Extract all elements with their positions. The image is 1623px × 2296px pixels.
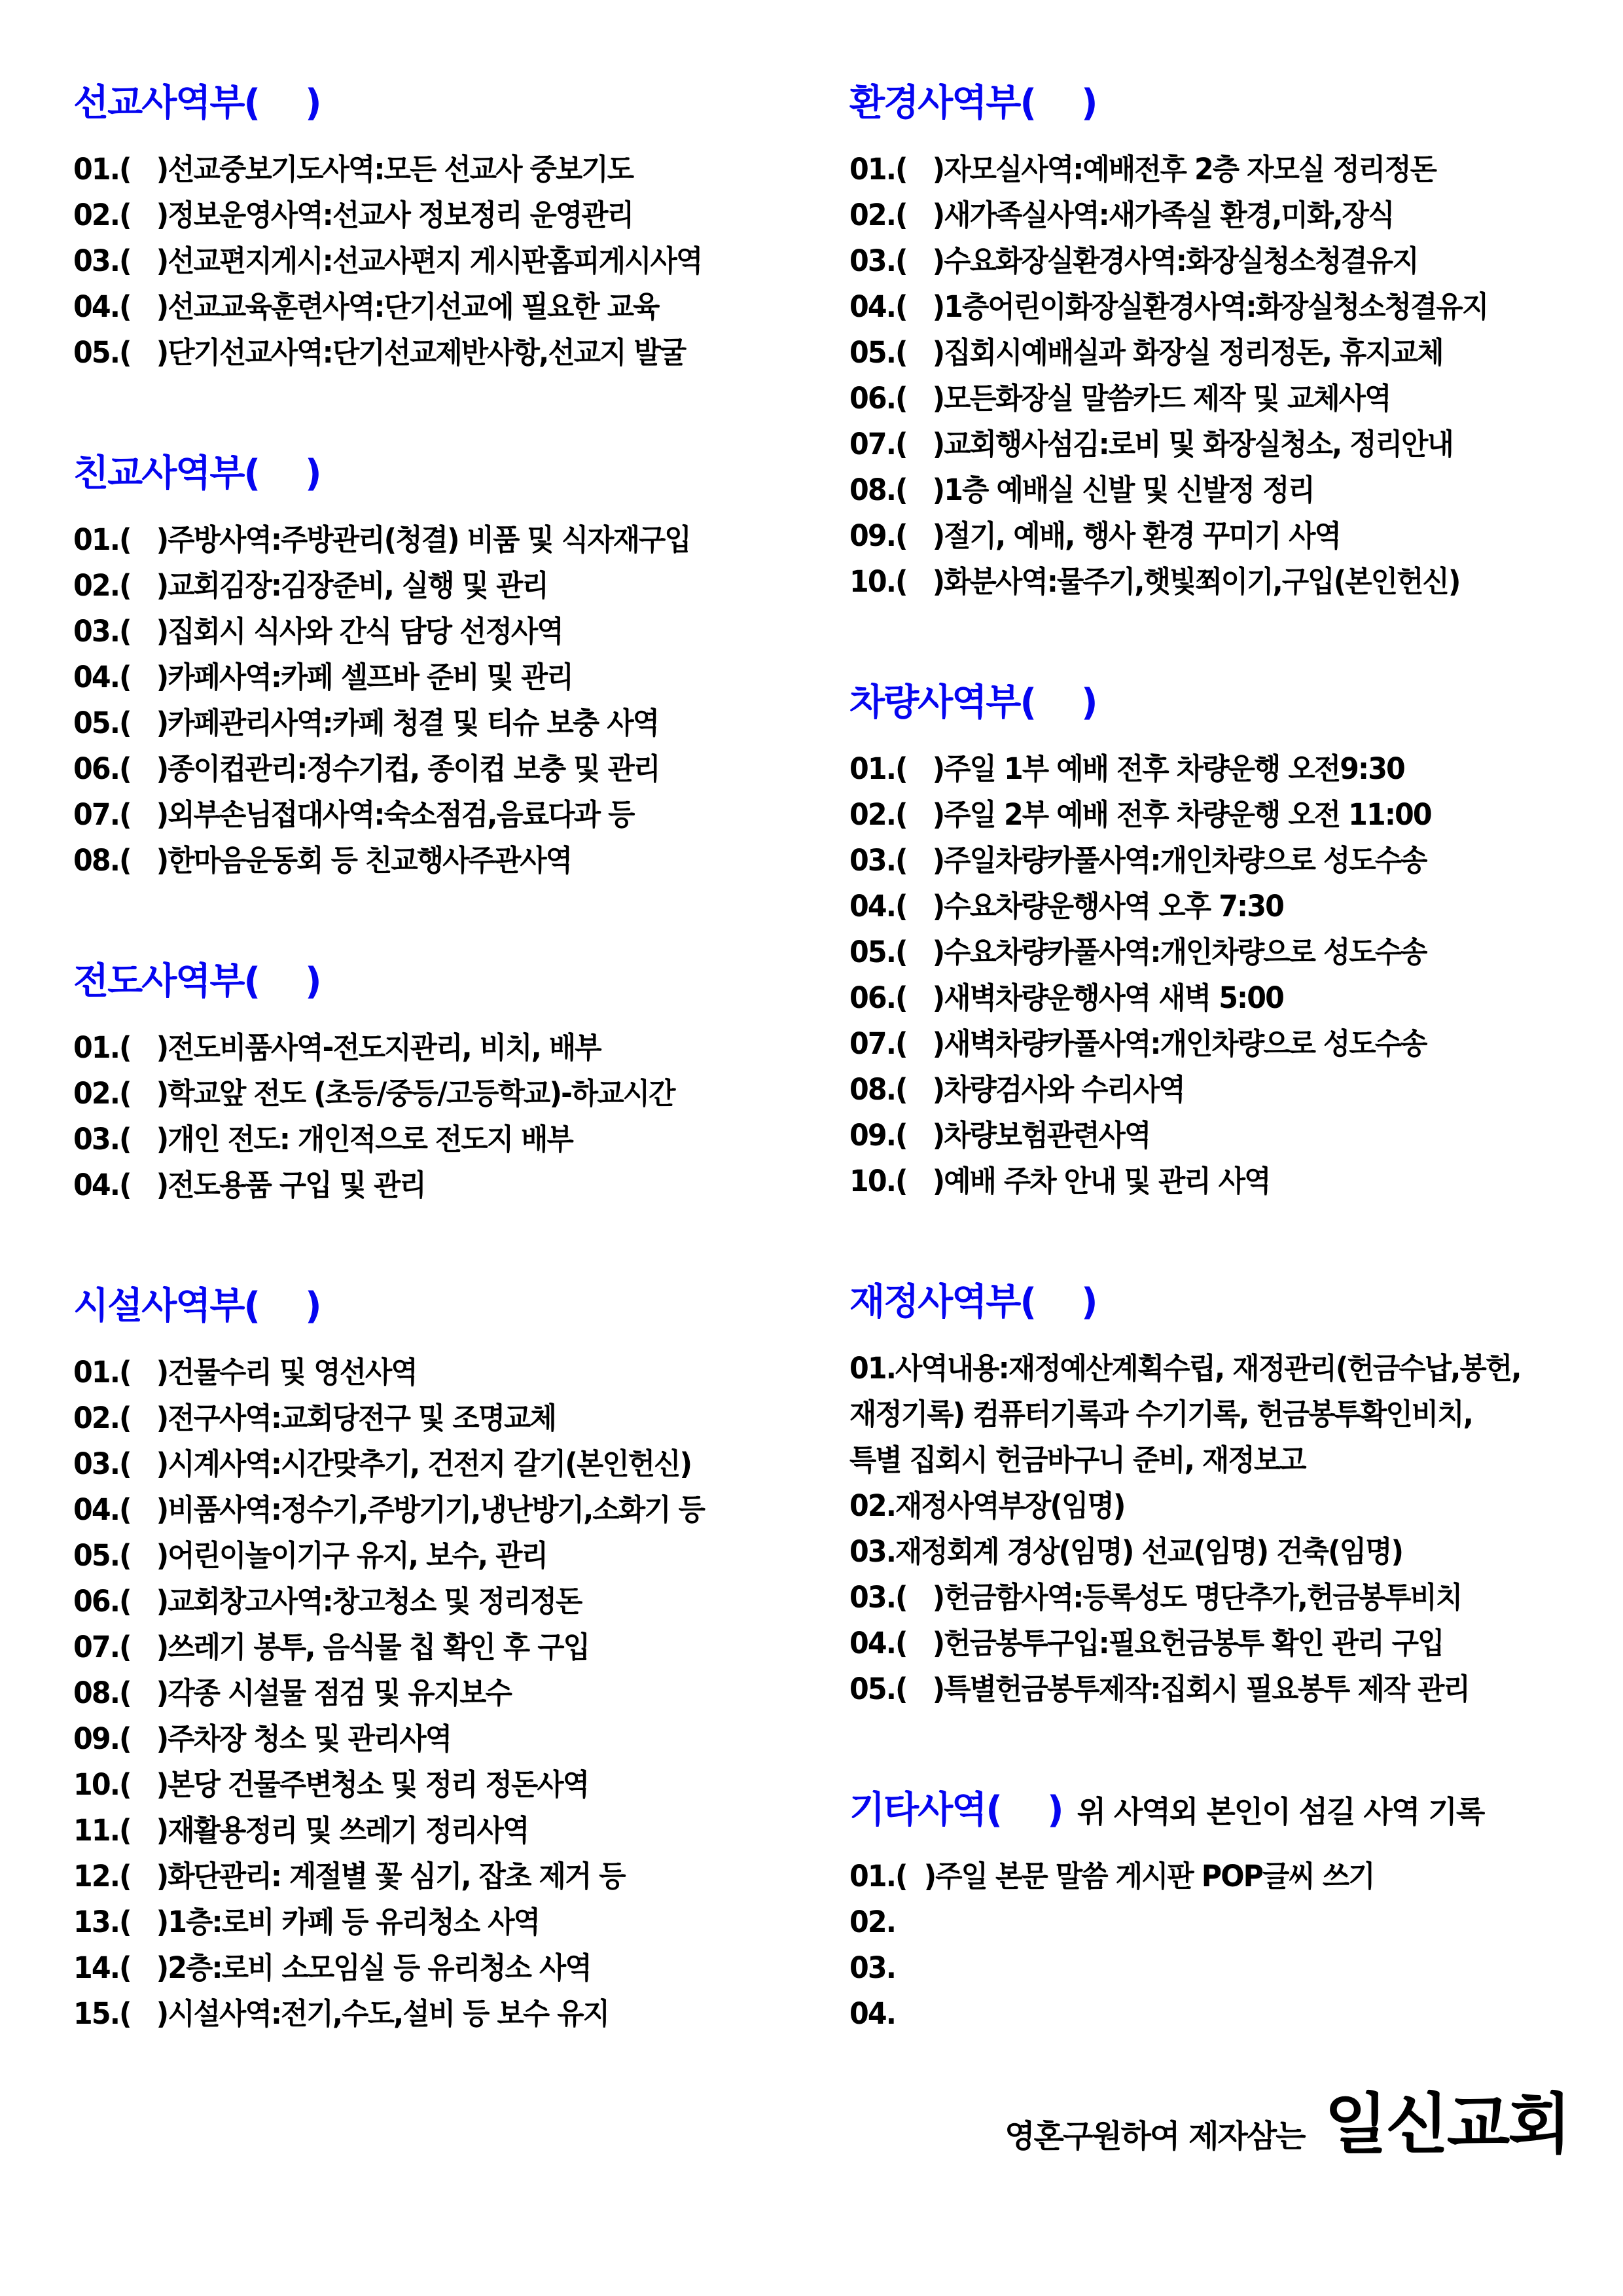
list-item: 02.( )전구사역:교회당전구 및 조명교체 bbox=[73, 1401, 556, 1435]
section-title-evangelism: 전도사역부( ) bbox=[73, 960, 321, 1003]
list-item: 08.( )각종 시설물 점검 및 유지보수 bbox=[73, 1676, 511, 1710]
footer bbox=[1005, 2072, 1569, 2166]
list-item: 04.( )헌금봉투구입:필요헌금봉투 확인 관리 구입 bbox=[849, 1626, 1444, 1660]
list-item: 08.( )한마음운동회 등 친교행사주관사역 bbox=[73, 843, 572, 878]
list-item: 04.( )전도용품 구입 및 관리 bbox=[73, 1168, 425, 1202]
list-item: 09.( )차량보험관련사역 bbox=[849, 1118, 1150, 1153]
list-item: 05.( )특별헌금봉투제작:집회시 필요봉투 제작 관리 bbox=[849, 1672, 1469, 1706]
list-item: 07.( )교회행사섬김:로비 및 화장실청소, 정리안내 bbox=[849, 427, 1453, 461]
list-item: 01.( )주일 1부 예배 전후 차량운행 오전9:30 bbox=[849, 751, 1404, 786]
list-item: 04.( )비품사역:정수기,주방기기,냉난방기,소화기 등 bbox=[73, 1492, 704, 1527]
list-item: 02.( )주일 2부 예배 전후 차량운행 오전 11:00 bbox=[849, 797, 1431, 832]
list-item: 06.( )종이컵관리:정수기컵, 종이컵 보충 및 관리 bbox=[73, 751, 660, 786]
list-item: 03.재정회계 경상(임명) 선교(임명) 건축(임명) bbox=[849, 1534, 1403, 1569]
church-name: 일신교회 bbox=[1324, 2086, 1569, 2162]
section-finance bbox=[849, 1276, 1582, 1712]
list-item: 03.( )개인 전도: 개인적으로 전도지 배부 bbox=[73, 1122, 573, 1157]
list-item: 09.( )절기, 예배, 행사 환경 꾸미기 사역 bbox=[849, 518, 1341, 553]
list-item: 04. bbox=[849, 1996, 896, 2031]
list-item: 06.( )교회창고사역:창고청소 및 정리정돈 bbox=[73, 1584, 582, 1619]
list-item: 10.( )예배 주차 안내 및 관리 사역 bbox=[849, 1164, 1270, 1198]
list-item: 02.재정사역부장(임명) bbox=[849, 1488, 1125, 1523]
list-item: 03.( )시계사역:시간맞추기, 건전지 갈기(본인헌신) bbox=[73, 1446, 692, 1481]
list-item: 03.( )집회시 식사와 간식 담당 선정사역 bbox=[73, 614, 563, 649]
list-item: 01.사역내용:재정예산계획수립, 재정관리(헌금수납,봉헌, bbox=[849, 1351, 1521, 1386]
list-item: 14.( )2층:로비 소모임실 등 유리청소 사역 bbox=[73, 1950, 591, 1985]
section-title-etc: 기타사역( ) bbox=[849, 1789, 1063, 1831]
list-item: 04.( )1층어린이화장실환경사역:화장실청소청결유지 bbox=[849, 289, 1488, 324]
section-evangelism bbox=[73, 956, 803, 1208]
list-item: 13.( )1층:로비 카페 등 유리청소 사역 bbox=[73, 1905, 539, 1939]
list-item: 09.( )주차장 청소 및 관리사역 bbox=[73, 1721, 452, 1756]
section-fellowship bbox=[73, 448, 803, 884]
list-item: 02.( )교회김장:김장준비, 실행 및 관리 bbox=[73, 568, 548, 603]
list-item: 01.( )건물수리 및 영선사역 bbox=[73, 1355, 417, 1390]
list-item: 01.( )선교중보기도사역:모든 선교사 중보기도 bbox=[73, 152, 633, 187]
list-item: 04.( )수요차량운행사역 오후 7:30 bbox=[849, 889, 1283, 924]
list-item: 02. bbox=[849, 1905, 896, 1939]
list-item: 08.( )차량검사와 수리사역 bbox=[849, 1072, 1185, 1107]
list-item: 07.( )쓰레기 봉투, 음식물 칩 확인 후 구입 bbox=[73, 1630, 590, 1664]
list-item: 특별 집회시 헌금바구니 준비, 재정보고 bbox=[849, 1443, 1306, 1477]
list-item: 15.( )시설사역:전기,수도,설비 등 보수 유지 bbox=[73, 1996, 609, 2031]
list-item: 10.( )본당 건물주변청소 및 정리 정돈사역 bbox=[73, 1767, 589, 1802]
section-etc bbox=[849, 1784, 1582, 2037]
list-item: 01.( )자모실사역:예배전후 2층 자모실 정리정돈 bbox=[849, 152, 1436, 187]
list-item: 01.( )주일 본문 말씀 게시판 POP글씨 쓰기 bbox=[849, 1859, 1374, 1893]
left-column bbox=[73, 77, 803, 2037]
section-title-note: 위 사역외 본인이 섬길 사역 기록 bbox=[1077, 1794, 1484, 1829]
list-item: 12.( )화단관리: 계절별 꽃 심기, 잡초 제거 등 bbox=[73, 1859, 625, 1893]
list-item: 02.( )정보운영사역:선교사 정보정리 운영관리 bbox=[73, 198, 633, 232]
list-item: 재정기록) 컴퓨터기록과 수기기록, 헌금봉투확인비치, bbox=[849, 1397, 1473, 1431]
section-title-fellowship: 친교사역부( ) bbox=[73, 452, 321, 495]
list-item: 05.( )단기선교사역:단기선교제반사항,선교지 발굴 bbox=[73, 335, 686, 370]
list-item: 06.( )모든화장실 말씀카드 제작 및 교체사역 bbox=[849, 381, 1391, 416]
right-column bbox=[849, 77, 1582, 2037]
section-title-line-etc bbox=[849, 1784, 1582, 1837]
list-item: 04.( )카페사역:카페 셀프바 준비 및 관리 bbox=[73, 660, 573, 694]
list-item: 07.( )새벽차량카풀사역:개인차량으로 성도수송 bbox=[849, 1026, 1427, 1061]
list-item: 03.( )헌금함사역:등록성도 명단추가,헌금봉투비치 bbox=[849, 1580, 1462, 1615]
section-title-finance: 재정사역부( ) bbox=[849, 1281, 1097, 1323]
list-item: 04.( )선교교육훈련사역:단기선교에 필요한 교육 bbox=[73, 289, 659, 324]
list-item: 07.( )외부손님접대사역:숙소점검,음료다과 등 bbox=[73, 797, 634, 832]
list-item: 02.( )새가족실사역:새가족실 환경,미화,장식 bbox=[849, 198, 1394, 232]
list-item: 02.( )학교앞 전도 (초등/중등/고등학교)-하교시간 bbox=[73, 1076, 675, 1111]
list-item: 06.( )새벽차량운행사역 새벽 5:00 bbox=[849, 980, 1283, 1015]
list-item: 03.( )수요화장실환경사역:화장실청소청결유지 bbox=[849, 243, 1418, 278]
list-item: 05.( )집회시예배실과 화장실 정리정돈, 휴지교체 bbox=[849, 335, 1443, 370]
list-item: 05.( )어린이놀이기구 유지, 보수, 관리 bbox=[73, 1538, 548, 1573]
list-item: 05.( )카페관리사역:카페 청결 및 티슈 보충 사역 bbox=[73, 706, 659, 740]
section-title-vehicle: 차량사역부( ) bbox=[849, 681, 1097, 724]
list-item: 01.( )전도비품사역-전도지관리, 비치, 배부 bbox=[73, 1030, 601, 1065]
list-item: 05.( )수요차량카풀사역:개인차량으로 성도수송 bbox=[849, 935, 1427, 969]
section-facilities bbox=[73, 1280, 803, 2037]
section-title-facilities: 시설사역부( ) bbox=[73, 1285, 321, 1327]
list-item: 03.( )주일차량카풀사역:개인차량으로 성도수송 bbox=[849, 843, 1427, 878]
section-title-mission: 선교사역부( ) bbox=[73, 82, 321, 124]
section-vehicle bbox=[849, 677, 1582, 1204]
section-title-environment: 환경사역부( ) bbox=[849, 82, 1097, 124]
list-item: 11.( )재활용정리 및 쓰레기 정리사역 bbox=[73, 1813, 529, 1848]
section-environment bbox=[849, 77, 1582, 605]
list-item: 01.( )주방사역:주방관리(청결) 비품 및 식자재구입 bbox=[73, 522, 690, 557]
list-item: 03.( )선교편지게시:선교사편지 게시판홈피게시사역 bbox=[73, 243, 702, 278]
list-item: 08.( )1층 예배실 신발 및 신발정 정리 bbox=[849, 473, 1314, 507]
section-mission bbox=[73, 77, 803, 376]
list-item: 03. bbox=[849, 1950, 896, 1985]
church-slogan: 영혼구원하여 제자삼는 bbox=[1005, 2118, 1305, 2155]
list-item: 10.( )화분사역:물주기,햇빛쬐이기,구입(본인헌신) bbox=[849, 564, 1460, 599]
